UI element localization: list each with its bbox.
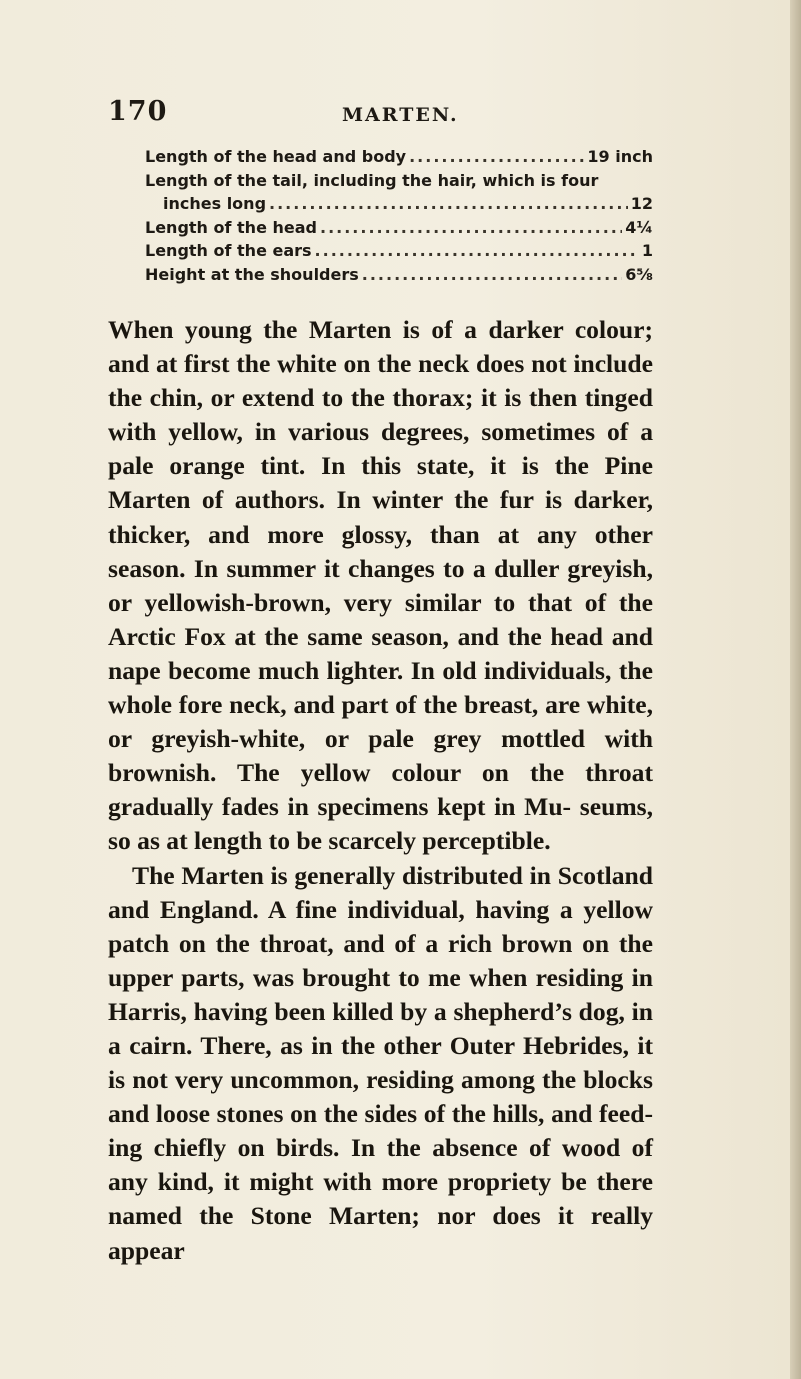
leader-dots <box>362 265 623 284</box>
measurement-row <box>145 265 653 289</box>
measurement-row <box>145 171 653 195</box>
measurements-table <box>145 147 653 288</box>
leader-dots <box>269 194 628 213</box>
measurement-value: 12 <box>630 194 653 213</box>
measurement-row <box>145 218 653 242</box>
measurement-row <box>145 194 653 218</box>
measurement-value: 4¼ <box>625 217 653 237</box>
leader-dots <box>409 147 584 166</box>
measurement-row <box>145 241 653 265</box>
measurement-value: 1 <box>641 241 653 260</box>
page-header <box>108 96 708 136</box>
measurement-row <box>145 147 653 171</box>
measurement-value: 19 inch <box>587 147 653 166</box>
measurement-label: Length of the head <box>145 217 317 237</box>
page-number: 170 <box>108 96 168 127</box>
body-text <box>108 313 653 1268</box>
leader-dots <box>320 218 622 237</box>
measurement-label: Height at the shoulders <box>145 264 359 284</box>
leader-dots <box>315 241 639 260</box>
paragraph: The Marten is generally distributed in Scotland and England. A fine individual, having a yellow patch on the throat, and of a rich brown on the upper parts, was brought to me when residing in Harris, having been killed by a shepherd’s dog, in a cairn. There, as in the other Outer Hebrides, it is not very uncommon, residing among the blocks and loose stones on the sides of the hills, and feed- ing chiefly on birds. In the absence of wood of any kind, it might with more propriety be there named the Stone Marten; nor does it really appear <box>108 860 653 1265</box>
measurement-value: 6⅝ <box>625 264 653 284</box>
measurement-label: Length of the tail, including the hair, which is four <box>145 170 599 190</box>
page-edge <box>790 0 801 1379</box>
measurement-label: Length of the ears <box>145 241 312 260</box>
paragraph: When young the Marten is of a darker colour; and at first the white on the neck does not include the chin, or extend to the thorax; it is then tinged with yellow, in various degrees, sometimes of a pale orange tint. In this state, it is the Pine Marten of authors. In winter the fur is darker, thicker, and more glossy, than at any other season. In summer it changes to a duller greyish, or yellowish-brown, very similar to that of the Arctic Fox at the same season, and the head and nape become much lighter. In old individuals, the whole fore neck, and part of the breast, are white, or greyish-white, or pale grey mottled with brownish. The yellow colour on the throat gradually fades in specimens kept in Mu- seums, so as at length to be scarcely perceptible. <box>108 315 653 856</box>
running-title: MARTEN. <box>342 104 459 126</box>
measurement-label: inches long <box>163 194 267 213</box>
measurement-label: Length of the head and body <box>145 147 407 166</box>
